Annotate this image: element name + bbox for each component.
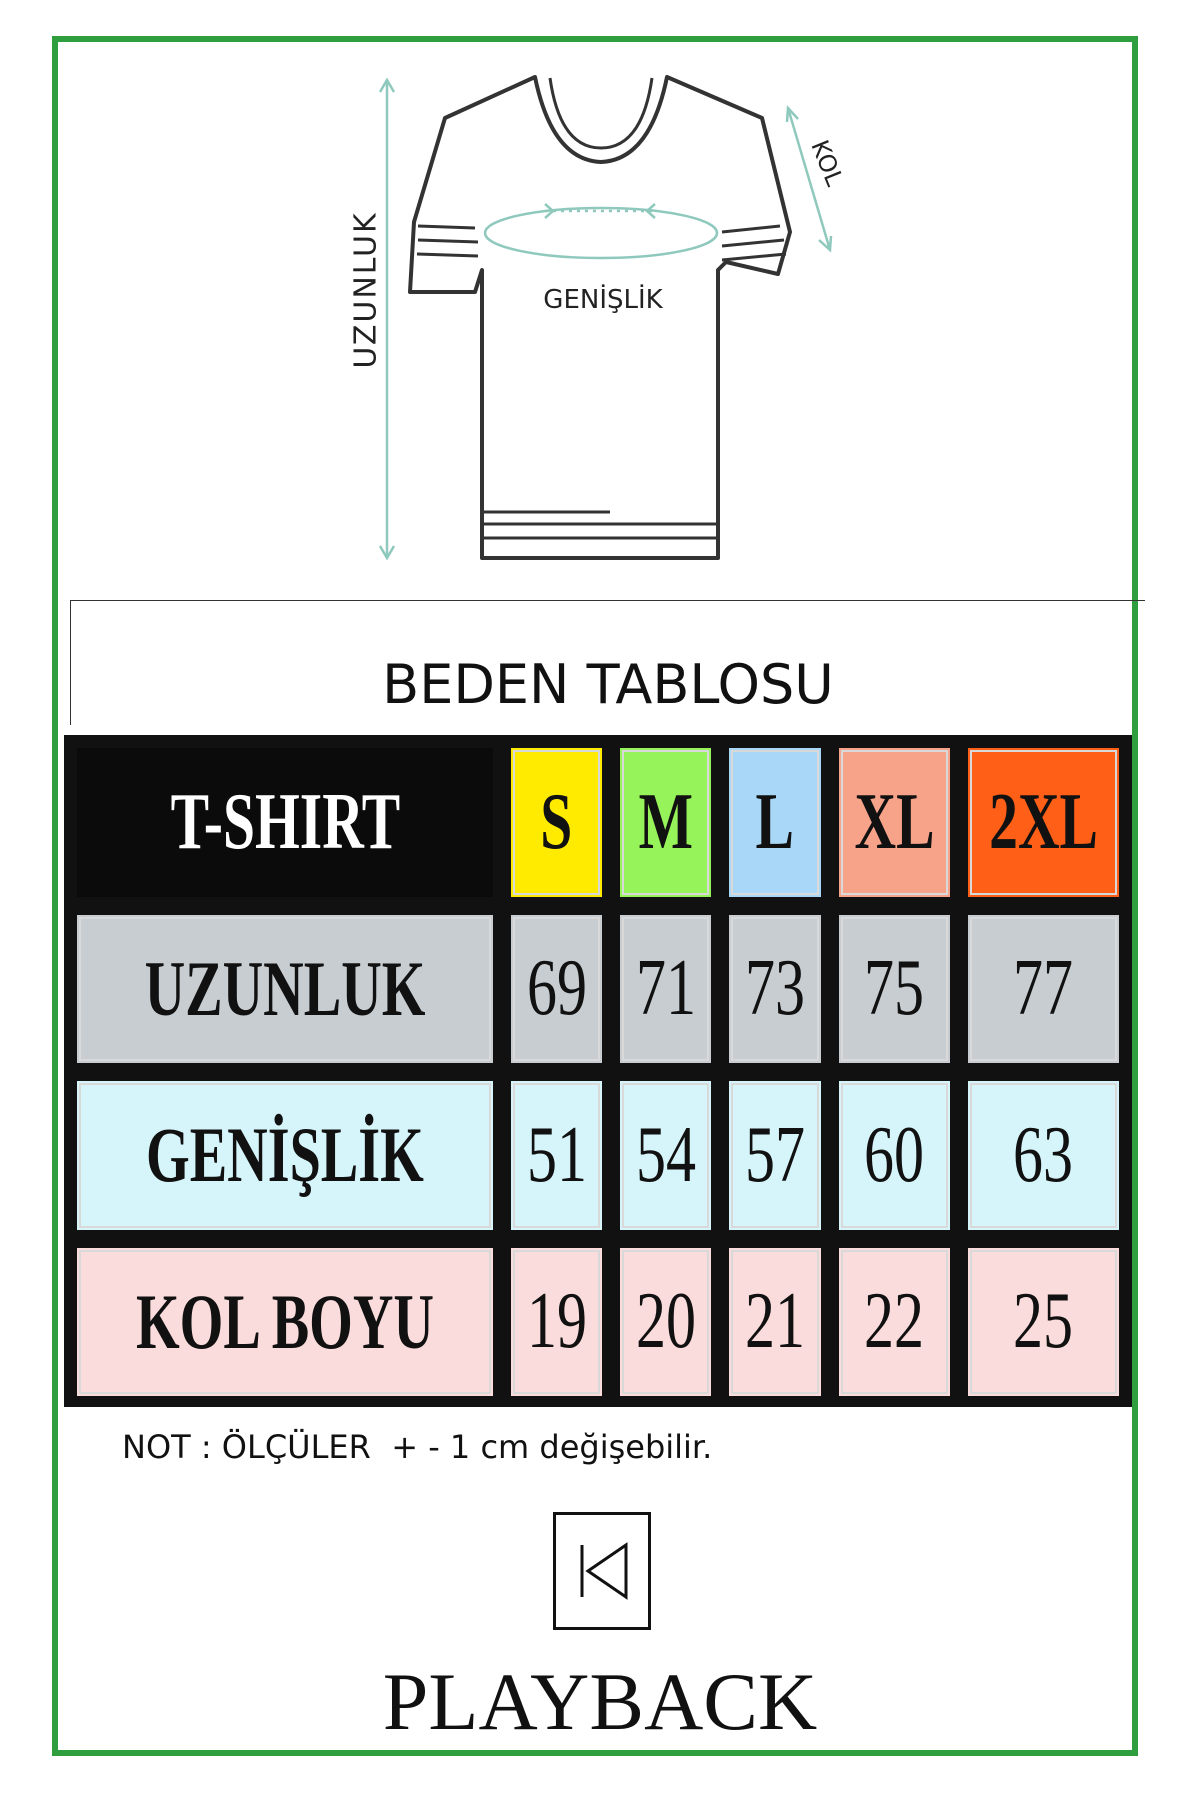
value-cell-text: 25 [1013, 1277, 1074, 1366]
value-cell-text: 73 [745, 944, 806, 1033]
row-label-cell-text: GENİŞLİK [146, 1111, 424, 1199]
value-cell-text: 57 [745, 1110, 806, 1199]
value-cell [506, 910, 607, 1069]
value-cell-text: 20 [635, 1277, 696, 1366]
play-back-logo-icon [553, 1512, 651, 1630]
size-header-s [506, 743, 607, 902]
size-table [64, 735, 1132, 1407]
value-cell-text: 51 [526, 1110, 587, 1199]
header-label-cell [72, 743, 498, 902]
row-label-cell [72, 1243, 498, 1402]
value-cell [834, 1076, 955, 1235]
value-cell-text: 75 [864, 944, 925, 1033]
length-label: UZUNLUK [348, 211, 384, 369]
page-title: BEDEN TABLOSU [382, 653, 834, 716]
value-cell-text: 71 [635, 944, 696, 1033]
value-cell [963, 910, 1124, 1069]
value-cell [834, 1243, 955, 1402]
size-header-l-text: L [755, 777, 795, 866]
value-cell [834, 910, 955, 1069]
size-header-2xl [963, 743, 1124, 902]
measurement-note: NOT : ÖLÇÜLER + - 1 cm değişebilir. [122, 1428, 713, 1466]
row-label-cell-text: UZUNLUK [144, 944, 426, 1032]
value-cell-text: 69 [526, 944, 587, 1033]
value-cell [963, 1076, 1124, 1235]
size-header-2xl-text: 2XL [989, 777, 1098, 866]
row-label-cell [72, 1076, 498, 1235]
size-header-xl-text: XL [854, 777, 935, 866]
value-cell-text: 63 [1013, 1110, 1074, 1199]
size-header-l [724, 743, 825, 902]
value-cell-text: 54 [635, 1110, 696, 1199]
value-cell [615, 1076, 716, 1235]
brand-name: PLAYBACK [382, 1656, 818, 1747]
value-cell [724, 910, 825, 1069]
header-label-cell-text: T-SHIRT [170, 777, 400, 866]
value-cell [506, 1243, 607, 1402]
size-header-m [615, 743, 716, 902]
size-header-m-text: M [638, 777, 694, 866]
value-cell-text: 19 [526, 1277, 587, 1366]
title-box [70, 600, 1145, 725]
value-cell-text: 21 [745, 1277, 806, 1366]
value-cell-text: 60 [864, 1110, 925, 1199]
size-header-xl [834, 743, 955, 902]
sleeve-label: KOL [805, 136, 849, 190]
row-label-cell-text: KOL BOYU [135, 1277, 435, 1365]
value-cell [615, 1243, 716, 1402]
size-header-s-text: S [540, 777, 573, 866]
value-cell-text: 22 [864, 1277, 925, 1366]
value-cell-text: 77 [1013, 944, 1074, 1033]
value-cell [506, 1076, 607, 1235]
value-cell [963, 1243, 1124, 1402]
value-cell [724, 1243, 825, 1402]
width-label: GENİŞLİK [543, 285, 663, 315]
row-label-cell [72, 910, 498, 1069]
value-cell [615, 910, 716, 1069]
value-cell [724, 1076, 825, 1235]
